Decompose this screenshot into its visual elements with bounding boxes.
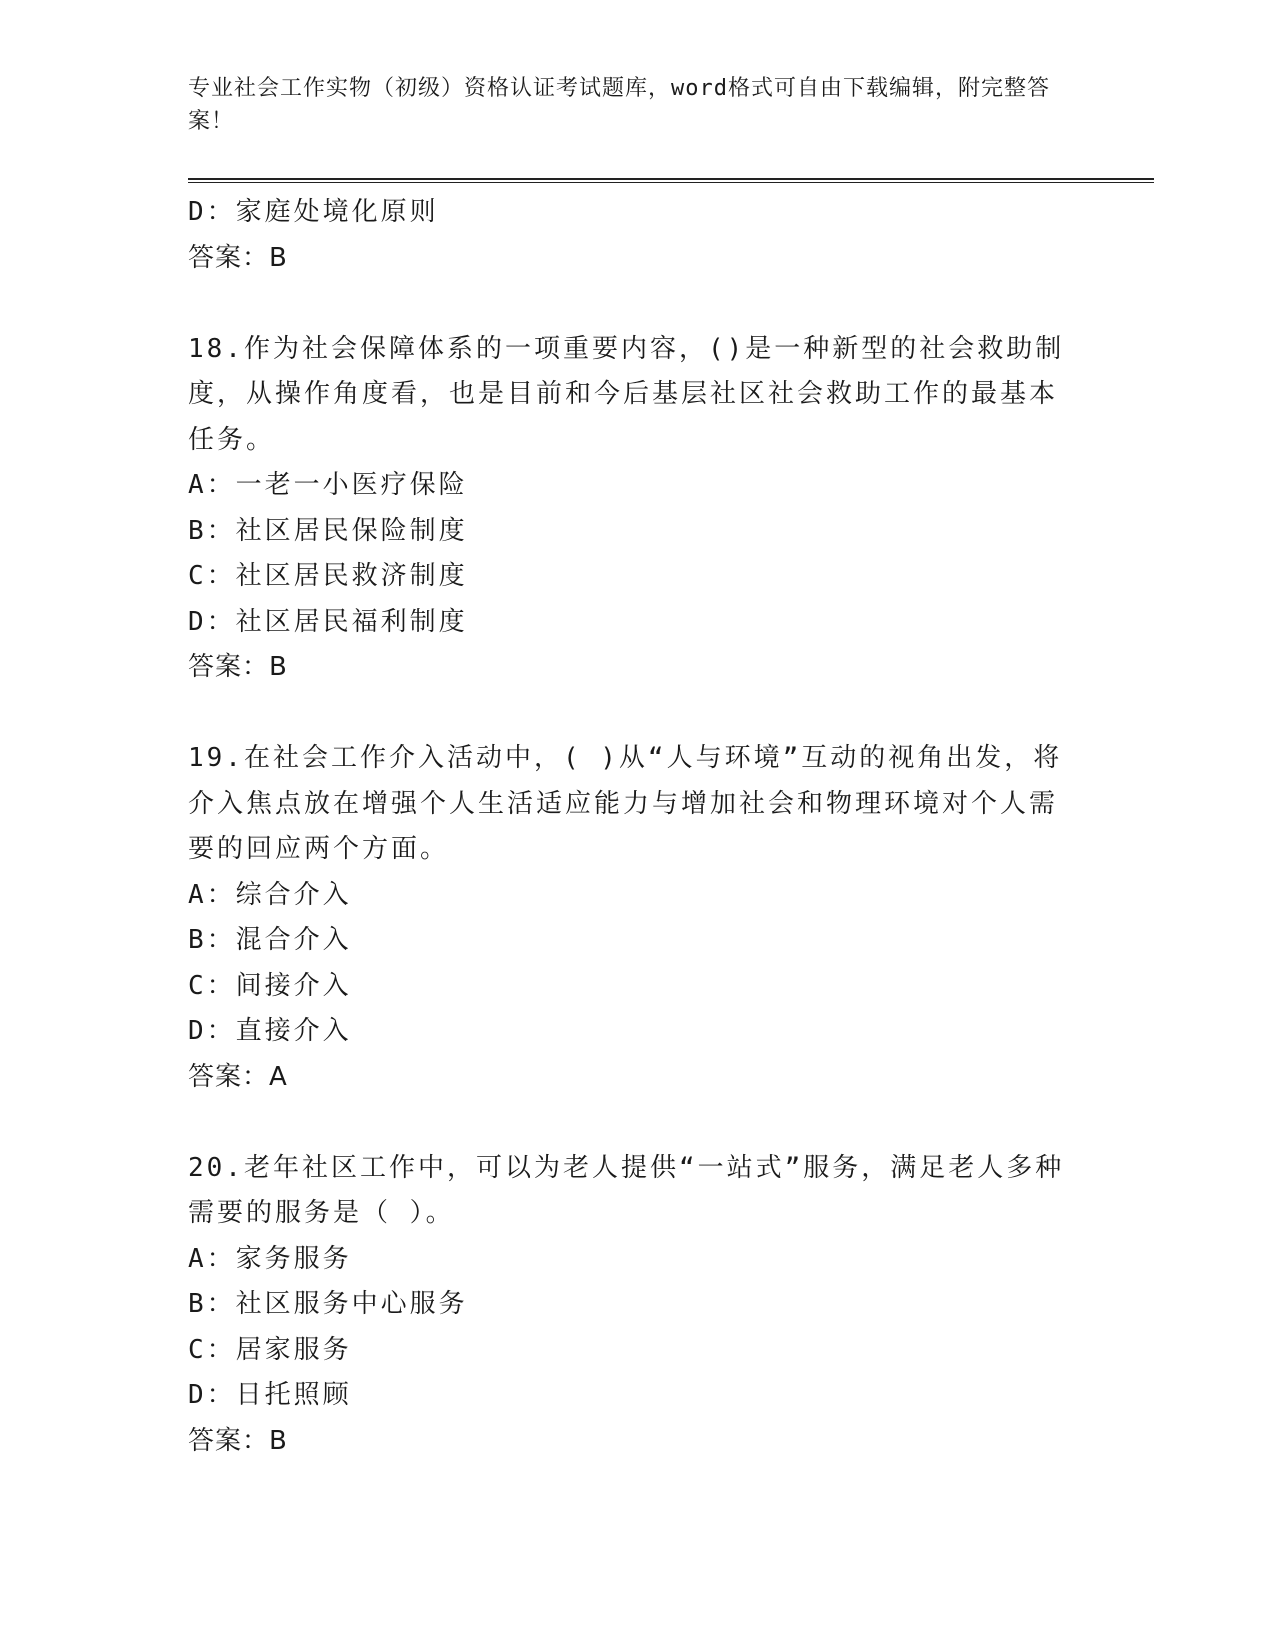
question-20: [188, 1146, 1088, 1465]
answer-line: 答案：B: [188, 242, 288, 273]
option-b: B：社区居民保险制度: [188, 515, 468, 546]
option-a: A：家务服务: [188, 1243, 352, 1274]
answer-line: 答案：B: [188, 652, 288, 682]
option-c: C：间接介入: [188, 970, 352, 1001]
option-a: A：综合介入: [188, 879, 352, 910]
answer-line: 答案：B: [188, 1425, 288, 1456]
question-19: [188, 736, 1088, 1100]
question-18: [188, 327, 1088, 691]
spacer: [188, 1100, 1088, 1146]
option-b: B：混合介入: [188, 925, 352, 955]
header-divider: [188, 178, 1154, 183]
spacer: [188, 281, 1088, 327]
option-d: D：直接介入: [188, 1016, 352, 1046]
previous-question-tail: [188, 190, 1088, 281]
option-d: D：家庭处境化原则: [188, 197, 439, 227]
spacer: [188, 691, 1088, 737]
option-c: C：居家服务: [188, 1334, 352, 1365]
question-stem: 19.在社会工作介入活动中，( )从“人与环境”互动的视角出发，将介入焦点放在增强个人生活适应能力与增加社会和物理环境对个人需要的回应两个方面。: [188, 743, 1063, 864]
option-d: D：日托照顾: [188, 1380, 352, 1410]
answer-line: 答案：A: [188, 1061, 288, 1092]
option-d: D：社区居民福利制度: [188, 606, 468, 637]
question-list: [188, 190, 1088, 1464]
document-header: 专业社会工作实物（初级）资格认证考试题库，word格式可自由下载编辑，附完整答案！: [188, 76, 1050, 134]
question-stem: 20.老年社区工作中，可以为老人提供“一站式”服务，满足老人多种需要的服务是（ ）。: [188, 1152, 1065, 1228]
option-c: C：社区居民救济制度: [188, 561, 468, 591]
question-stem: 18.作为社会保障体系的一项重要内容，()是一种新型的社会救助制度，从操作角度看，也是目前和今后基层社区社会救助工作的最基本任务。: [188, 333, 1065, 455]
option-b: B：社区服务中心服务: [188, 1289, 468, 1319]
option-a: A：一老一小医疗保险: [188, 470, 468, 500]
